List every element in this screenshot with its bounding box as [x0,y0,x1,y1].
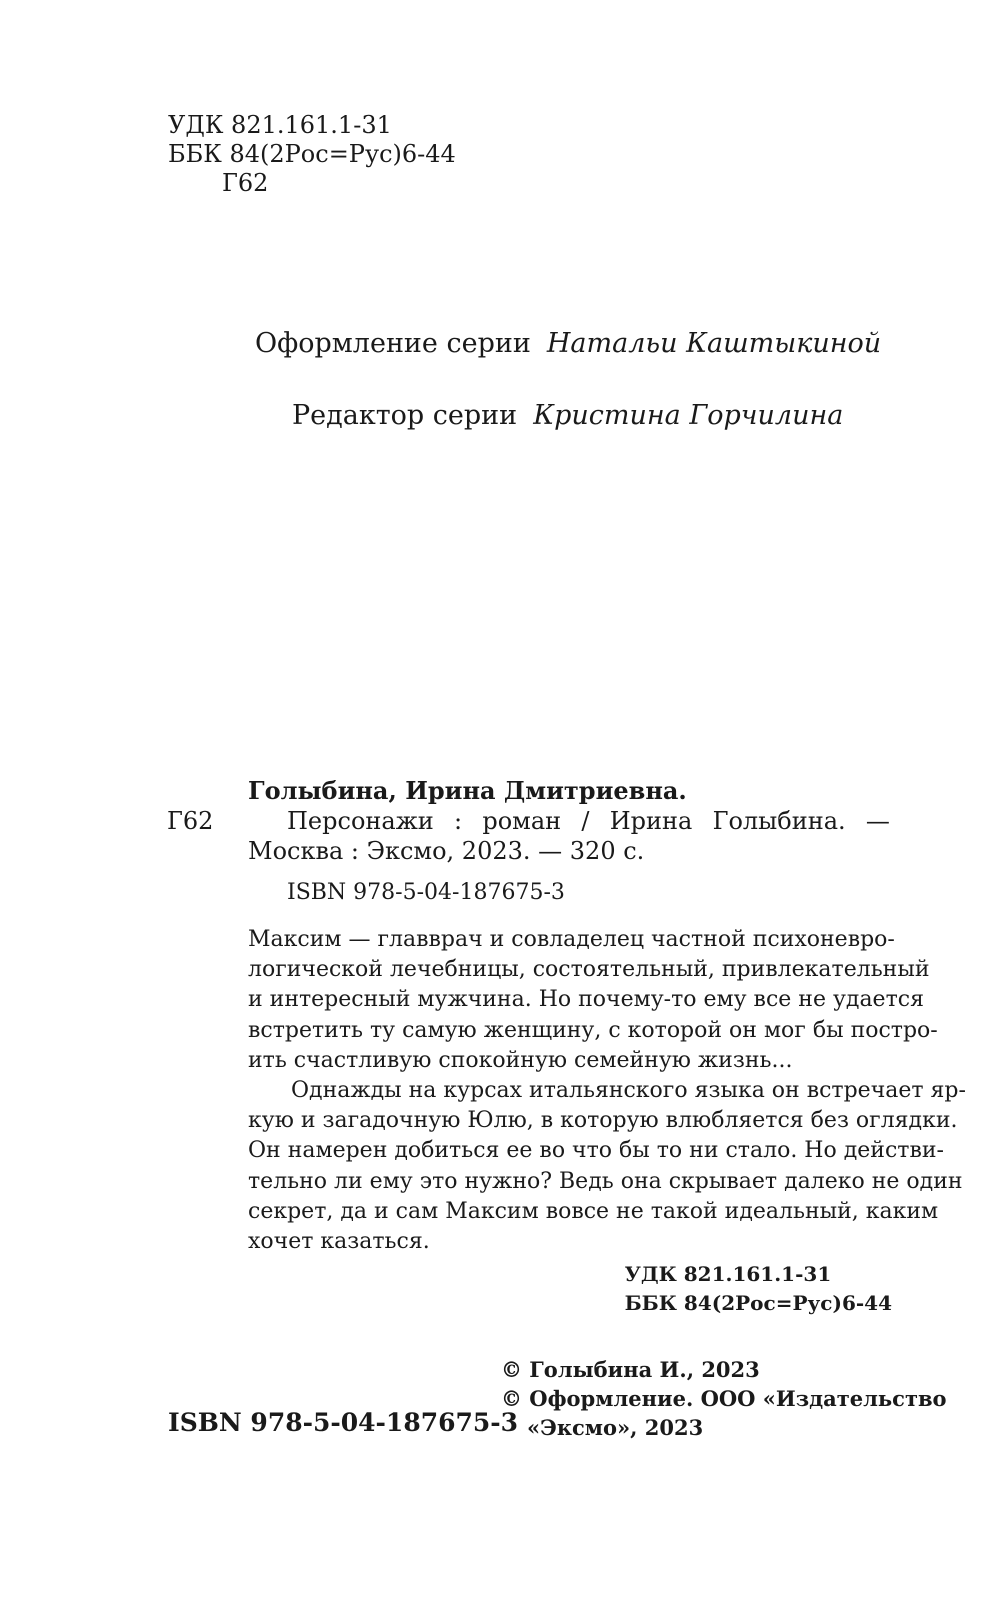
copyright-design-continued: «Эксмо», 2023 [527,1415,704,1440]
series-designer-name: Натальи Каштыкиной [546,328,882,359]
annotation-line: Однажды на курсах итальянского языка он встречает яр- [291,1078,966,1104]
title-part: Голыбина. [712,807,846,835]
copyright-block [501,1355,947,1442]
isbn-footer: ISBN 978-5-04-187675-3 [168,1408,519,1437]
udk-code: УДК 821.161.1-31 [168,111,392,139]
title-part: роман [482,807,562,835]
classification-codes [625,1260,892,1318]
series-design-label: Оформление серии [255,328,531,359]
annotation-line: кую и загадочную Юлю, в которую влюбляется без оглядки. [248,1108,958,1134]
title-part: Персонажи [287,807,434,835]
annotation-line: Максим — главврач и совладелец частной психоневро- [248,927,895,952]
bibliographic-author-mark: Г62 [167,807,214,835]
copyright-author: © Голыбина И., 2023 [501,1357,760,1382]
annotation-line: встретить ту самую женщину, с которой он мог бы постро- [248,1017,938,1043]
series-editor-credit [292,400,843,432]
annotation-line: логической лечебницы, состоятельный, привлекательный [248,957,930,983]
annotation-line: хочет казаться. [248,1229,430,1255]
bbk-code: ББК 84(2Рос=Рус)6-44 [168,140,456,168]
annotation-line: и интересный мужчина. Но почему-то ему все не удается [248,987,924,1013]
annotation-line: тельно ли ему это нужно? Ведь она скрывает далеко не один [248,1168,963,1194]
series-editor-name: Кристина Горчилина [533,400,844,431]
annotation-line: Он намерен добиться ее во что бы то ни стало. Но действи- [248,1138,944,1164]
annotation [248,925,966,1257]
annotation-line: ить счастливую спокойную семейную жизнь... [248,1047,793,1073]
title-part: / [581,807,590,835]
series-editor-label: Редактор серии [292,400,518,431]
author-mark: Г62 [222,169,269,197]
bibliographic-title-line [287,806,890,836]
copyright-design: © Оформление. ООО «Издательство [501,1386,947,1411]
title-part: — [865,807,890,835]
title-part: : [454,807,463,835]
bibliographic-publication: Москва : Эксмо, 2023. — 320 с. [248,837,645,865]
udk-code-bottom: УДК 821.161.1-31 [624,1262,832,1286]
bbk-code-bottom: ББК 84(2Рос=Рус)6-44 [624,1291,892,1315]
bibliographic-author: Голыбина, Ирина Дмитриевна. [248,776,687,805]
bibliographic-isbn: ISBN 978-5-04-187675-3 [287,880,565,905]
series-design-credit [255,328,881,360]
annotation-line: секрет, да и сам Максим вовсе не такой идеальный, каким [248,1198,939,1224]
title-part: Ирина [609,807,693,835]
